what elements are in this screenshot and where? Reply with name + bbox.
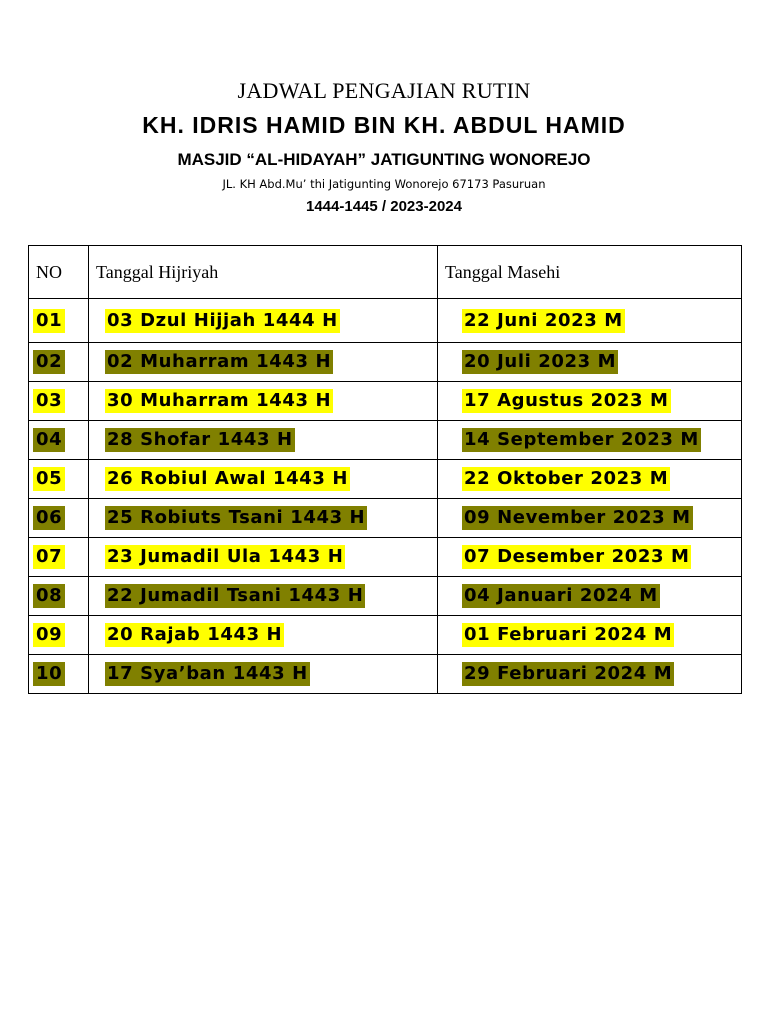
masehi-date-cell — [438, 343, 742, 382]
hijriyah-date-cell — [89, 577, 438, 616]
mosque-name: MASJID “AL-HIDAYAH” JATIGUNTING WONOREJO — [177, 150, 591, 169]
row-number: 07 — [33, 545, 65, 569]
masehi-date-cell — [438, 421, 742, 460]
masehi-date-cell — [438, 460, 742, 499]
table-row — [29, 299, 742, 343]
table-row — [29, 655, 742, 694]
address: JL. KH Abd.Mu’ thi Jatigunting Wonorejo 67173 Pasuruan — [222, 177, 546, 191]
hijriyah-date-cell — [89, 343, 438, 382]
masehi-date-cell — [438, 577, 742, 616]
table-row — [29, 538, 742, 577]
document-title: JADWAL PENGAJIAN RUTIN — [237, 78, 531, 103]
row-number: 05 — [33, 467, 65, 491]
masehi-date: 20 Juli 2023 M — [464, 351, 617, 372]
masehi-date-cell — [438, 382, 742, 421]
table-row — [29, 616, 742, 655]
hijriyah-date: 28 Shofar 1443 H — [107, 429, 293, 450]
hijriyah-date-cell — [89, 382, 438, 421]
row-number-cell — [29, 421, 89, 460]
table-row — [29, 499, 742, 538]
table-row — [29, 460, 742, 499]
masehi-date: 07 Desember 2023 M — [464, 546, 690, 567]
row-number-cell — [29, 499, 89, 538]
masehi-date-cell — [438, 499, 742, 538]
hijriyah-date: 30 Muharram 1443 H — [107, 390, 332, 411]
masehi-date: 01 Februari 2024 M — [464, 624, 673, 645]
hijriyah-date: 17 Sya’ban 1443 H — [107, 663, 308, 684]
hijriyah-date: 25 Robiuts Tsani 1443 H — [107, 507, 366, 528]
hijriyah-date: 23 Jumadil Ula 1443 H — [107, 546, 344, 567]
speaker-name: KH. IDRIS HAMID BIN KH. ABDUL HAMID — [142, 112, 626, 138]
masehi-date: 09 Nevember 2023 M — [464, 507, 691, 528]
row-number-cell — [29, 460, 89, 499]
row-number-cell — [29, 577, 89, 616]
row-number-cell — [29, 382, 89, 421]
row-number: 03 — [33, 389, 65, 413]
table-header-row — [29, 246, 742, 299]
hijriyah-date-cell — [89, 616, 438, 655]
row-number-cell — [29, 538, 89, 577]
row-number-cell — [29, 299, 89, 343]
row-number: 08 — [33, 584, 65, 608]
hijriyah-date-cell — [89, 299, 438, 343]
masehi-date-cell — [438, 655, 742, 694]
hijriyah-date-cell — [89, 538, 438, 577]
masehi-date-cell — [438, 538, 742, 577]
masehi-date-cell — [438, 299, 742, 343]
table-row — [29, 343, 742, 382]
schedule-table — [28, 245, 742, 694]
row-number-cell — [29, 616, 89, 655]
row-number: 09 — [33, 623, 65, 647]
table-row — [29, 421, 742, 460]
masehi-date-cell — [438, 616, 742, 655]
column-header-no: NO — [29, 246, 89, 299]
hijriyah-date-cell — [89, 499, 438, 538]
column-header-masehi: Tanggal Masehi — [438, 246, 742, 299]
hijriyah-date: 20 Rajab 1443 H — [107, 624, 283, 645]
row-number: 02 — [33, 350, 65, 374]
hijriyah-date: 02 Muharram 1443 H — [107, 351, 332, 372]
masehi-date: 29 Februari 2024 M — [464, 663, 673, 684]
row-number: 06 — [33, 506, 65, 530]
year-range: 1444-1445 / 2023-2024 — [306, 198, 462, 215]
row-number-cell — [29, 343, 89, 382]
table-row — [29, 382, 742, 421]
hijriyah-date: 03 Dzul Hijjah 1444 H — [107, 309, 338, 331]
row-number: 10 — [33, 662, 65, 686]
row-number-cell — [29, 655, 89, 694]
hijriyah-date-cell — [89, 460, 438, 499]
hijriyah-date-cell — [89, 421, 438, 460]
table-row — [29, 577, 742, 616]
masehi-date: 22 Oktober 2023 M — [464, 468, 669, 489]
row-number: 04 — [33, 428, 65, 452]
hijriyah-date: 22 Jumadil Tsani 1443 H — [107, 585, 364, 606]
masehi-date: 04 Januari 2024 M — [464, 585, 658, 606]
row-number: 01 — [33, 309, 65, 333]
masehi-date: 14 September 2023 M — [464, 429, 699, 450]
hijriyah-date: 26 Robiul Awal 1443 H — [107, 468, 349, 489]
column-header-hijriyah: Tanggal Hijriyah — [89, 246, 438, 299]
hijriyah-date-cell — [89, 655, 438, 694]
masehi-date: 17 Agustus 2023 M — [464, 390, 669, 411]
masehi-date: 22 Juni 2023 M — [464, 309, 623, 331]
